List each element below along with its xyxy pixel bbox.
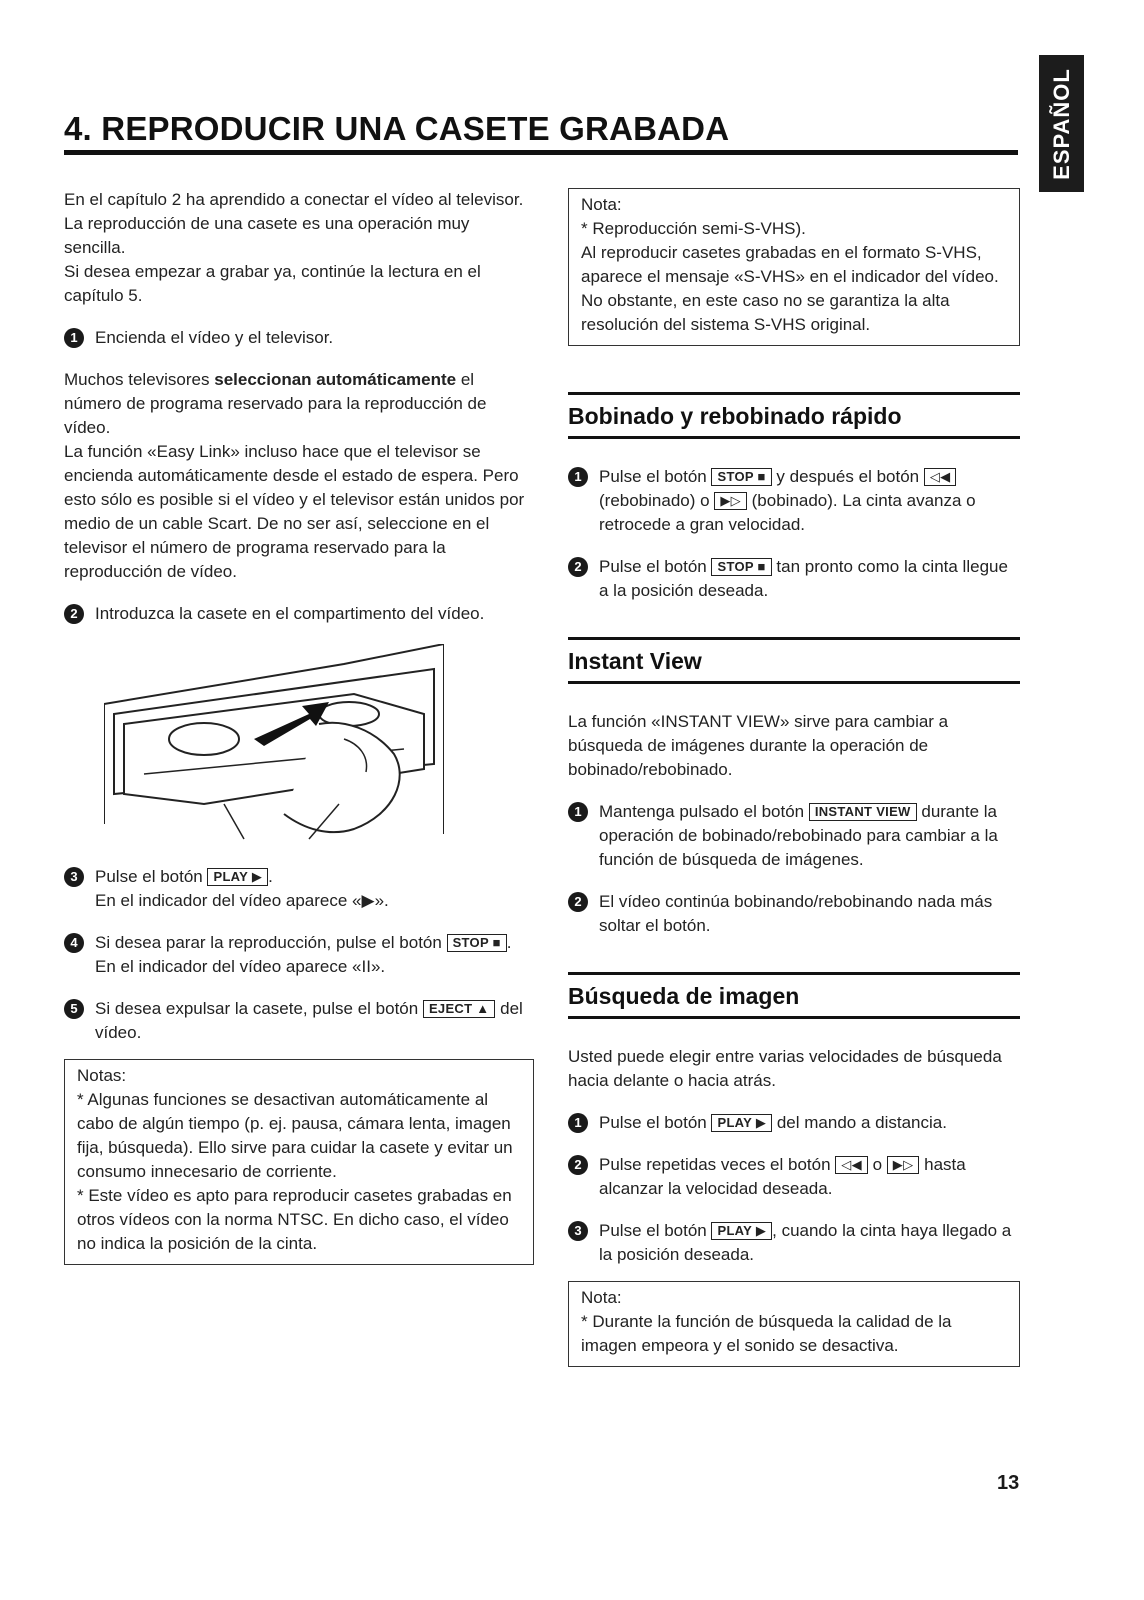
- picture-search-step-3-text: Pulse el botón PLAY ▶ , cuando la cinta haya llegado a la posición deseada.: [599, 1221, 1012, 1264]
- step-4-text: Si desea parar la reproducción, pulse el botón STOP ■ . En el indicador del vídeo aparece «II».: [95, 933, 512, 976]
- step-1: [64, 326, 534, 350]
- step-number-5: 5: [64, 999, 84, 1019]
- svhs-note-line-1: * Reproducción semi-S-VHS).: [581, 219, 806, 238]
- search-note-box: [568, 1281, 1020, 1367]
- instant-view-step-number-1: 1: [568, 802, 588, 822]
- section-instant-view-title: Instant View: [568, 648, 702, 674]
- section-picture-search: [568, 972, 1020, 1019]
- fast-wind-step-number-2: 2: [568, 557, 588, 577]
- easylink-paragraph: La función «Easy Link» incluso hace que el televisor se encienda automáticamente desde el estado de espera. Pero esto sólo es posible si el vídeo y el televisor están unidos por medio de un cable Scart. De no ser así, seleccione en el televisor el número de programa reservado para la reproducción de vídeo.: [64, 442, 525, 581]
- intro-paragraph: En el capítulo 2 ha aprendido a conectar el vídeo al televisor. La reproducción de una casete es una operación muy sencilla.: [64, 190, 524, 257]
- instant-view-step-1-text: Mantenga pulsado el botón INSTANT VIEW durante la operación de bobinado/rebobinado para cambiar a la función de búsqueda de imágenes.: [599, 802, 998, 869]
- svhs-note-line-2: Al reproducir casetes grabadas en el formato S-VHS, aparece el mensaje «S-VHS» en el indicador del vídeo.: [581, 243, 999, 286]
- picture-search-step-1: [568, 1111, 1020, 1135]
- instant-view-intro: La función «INSTANT VIEW» sirve para cambiar a búsqueda de imágenes durante la operación de bobinado/rebobinado.: [568, 712, 949, 779]
- search-note-line-1: * Durante la función de búsqueda la calidad de la imagen empeora y el sonido se desactiva.: [581, 1312, 952, 1355]
- svhs-note-title: Nota:: [581, 195, 622, 214]
- picture-search-step-number-3: 3: [568, 1221, 588, 1241]
- picture-search-intro: Usted puede elegir entre varias velocidades de búsqueda hacia delante o hacia atrás.: [568, 1047, 1002, 1090]
- step-number-4: 4: [64, 933, 84, 953]
- intro-paragraph-2: Si desea empezar a grabar ya, continúe la lectura en el capítulo 5.: [64, 262, 481, 305]
- instant-view-step-2-text: El vídeo continúa bobinando/rebobinando nada más soltar el botón.: [599, 892, 993, 935]
- play-button-key: PLAY ▶: [711, 1222, 772, 1240]
- picture-search-step-1-text: Pulse el botón PLAY ▶ del mando a distancia.: [599, 1113, 947, 1132]
- picture-search-step-2-text: Pulse repetidas veces el botón ◁◀ o ▶▷ hasta alcanzar la velocidad deseada.: [599, 1155, 966, 1198]
- title-rule: [64, 150, 1018, 155]
- cassette-insert-illustration: [104, 644, 444, 844]
- stop-button-key: STOP ■: [711, 468, 771, 486]
- section-fast-wind: [568, 392, 1020, 439]
- play-button-key: PLAY ▶: [207, 868, 268, 886]
- picture-search-step-2: [568, 1153, 1020, 1201]
- fast-wind-step-1-text: Pulse el botón STOP ■ y después el botón ◁◀ (rebobinado) o ▶▷ (bobinado). La cinta avanza o retrocede a gran velocidad.: [599, 467, 976, 534]
- section-fast-wind-title: Bobinado y rebobinado rápido: [568, 403, 902, 429]
- step-4: [64, 931, 534, 979]
- rewind-button-key: ◁◀: [924, 468, 957, 486]
- stop-button-key: STOP ■: [447, 934, 507, 952]
- play-button-key: PLAY ▶: [711, 1114, 772, 1132]
- fast-wind-step-2-text: Pulse el botón STOP ■ tan pronto como la cinta llegue a la posición deseada.: [599, 557, 1008, 600]
- step-5-text: Si desea expulsar la casete, pulse el botón EJECT ▲ del vídeo.: [95, 999, 523, 1042]
- svhs-note-line-3: No obstante, en este caso no se garantiza la alta resolución del sistema S-VHS original.: [581, 291, 950, 334]
- step-2-text: Introduzca la casete en el compartimento del vídeo.: [95, 604, 485, 623]
- picture-search-step-number-2: 2: [568, 1155, 588, 1175]
- step-3-text: Pulse el botón PLAY ▶ . En el indicador del vídeo aparece «▶».: [95, 867, 389, 910]
- rewind-button-key: ◁◀: [835, 1156, 868, 1174]
- picture-search-step-number-1: 1: [568, 1113, 588, 1133]
- forward-button-key: ▶▷: [714, 492, 747, 510]
- fast-wind-step-2: [568, 555, 1020, 603]
- forward-button-key: ▶▷: [887, 1156, 920, 1174]
- step-2: [64, 602, 534, 626]
- auto-select-bold: seleccionan automáticamente: [214, 370, 457, 389]
- page-title: 4. REPRODUCIR UNA CASETE GRABADA: [64, 110, 730, 147]
- instant-view-button-key: INSTANT VIEW: [809, 803, 917, 821]
- page-number: 13: [997, 1472, 1020, 1494]
- step-1-text: Encienda el vídeo y el televisor.: [95, 328, 334, 347]
- language-tab-label: ESPAÑOL: [1048, 67, 1074, 180]
- notes-item-2: * Este vídeo es apto para reproducir casetes grabadas en otros vídeos con la norma NTSC. En dicho caso, el vídeo no indica la posición de la cinta.: [77, 1186, 512, 1253]
- fast-wind-step-1: [568, 465, 1020, 537]
- notes-title: Notas:: [77, 1066, 127, 1085]
- instant-view-step-1: [568, 800, 1020, 872]
- language-tab: [1039, 55, 1084, 192]
- step-number-1: 1: [64, 328, 84, 348]
- instant-view-step-number-2: 2: [568, 892, 588, 912]
- search-note-title: Nota:: [581, 1288, 622, 1307]
- fast-wind-step-number-1: 1: [568, 467, 588, 487]
- step-number-2: 2: [64, 604, 84, 624]
- notes-item-1: * Algunas funciones se desactivan automáticamente al cabo de algún tiempo (p. ej. pausa, cámara lenta, imagen fija, búsqueda). Ello sirve para cuidar la casete y evitar un consumo innecesario de corriente.: [77, 1090, 513, 1181]
- notes-box: [64, 1059, 534, 1265]
- eject-button-key: EJECT ▲: [423, 1000, 495, 1018]
- svhs-note-box: [568, 188, 1020, 346]
- step-5: [64, 997, 534, 1045]
- section-picture-search-title: Búsqueda de imagen: [568, 983, 800, 1009]
- left-column: [64, 188, 534, 1265]
- step-number-3: 3: [64, 867, 84, 887]
- section-instant-view: [568, 637, 1020, 684]
- auto-select-paragraph: Muchos televisores seleccionan automáticamente el número de programa reservado para la reproducción de vídeo.: [64, 370, 487, 437]
- stop-button-key: STOP ■: [711, 558, 771, 576]
- right-column: [568, 188, 1020, 1367]
- picture-search-step-3: [568, 1219, 1020, 1267]
- instant-view-step-2: [568, 890, 1020, 938]
- step-3: [64, 865, 534, 913]
